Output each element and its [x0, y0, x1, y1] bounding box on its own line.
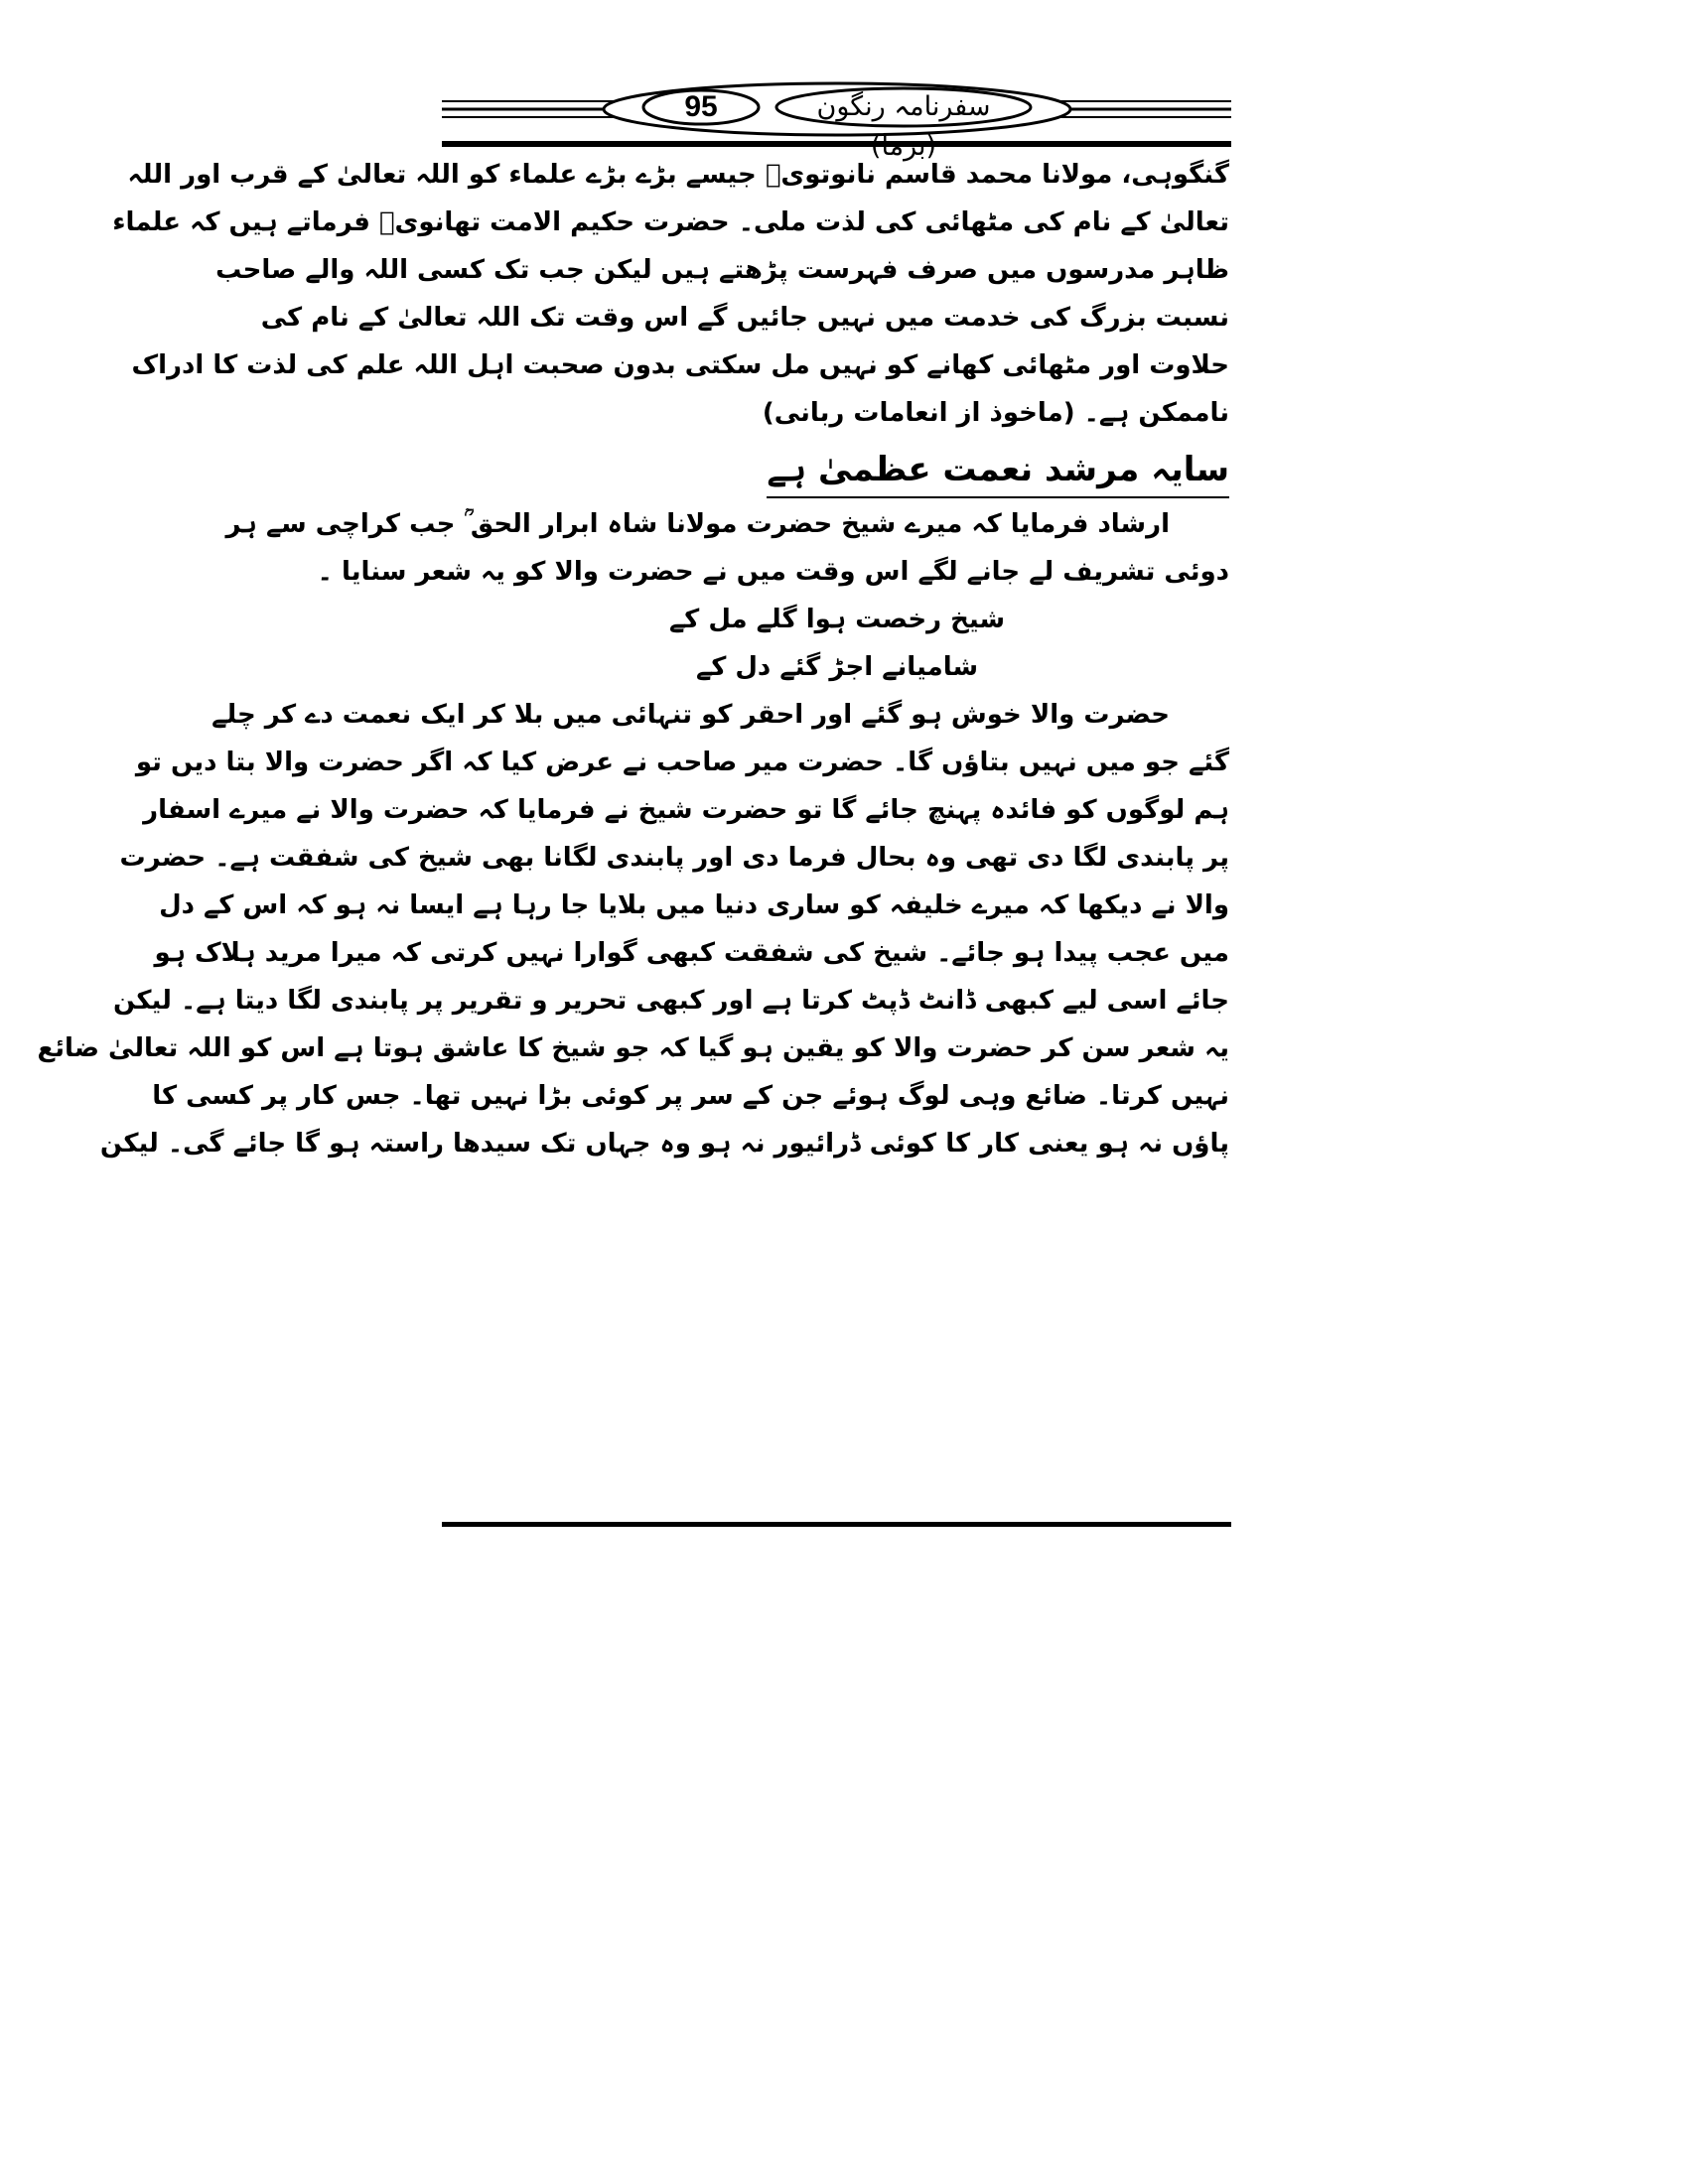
text-line: گئے جو میں نہیں بتاؤں گا۔ حضرت میر صاحب نے عرض کیا کہ اگر حضرت والا بتا دیں تو	[135, 748, 1229, 777]
text-line: ارشاد فرمایا کہ میرے شیخ حضرت مولانا شاہ ابرار الحق ؒ جب کراچی سے ہر	[225, 509, 1170, 539]
text-line: میں عجب پیدا ہو جائے۔ شیخ کی شفقت کبھی گوارا نہیں کرتی کہ میرا مرید ہلاک ہو	[154, 938, 1229, 968]
text-line: ہم لوگوں کو فائدہ پہنچ جائے گا تو حضرت شیخ نے فرمایا کہ حضرت والا نے میرے اسفار	[143, 795, 1229, 825]
text-line: نسبت بزرگ کی خدمت میں نہیں جائیں گے اس وقت تک اللہ تعالیٰ کے نام کی	[260, 303, 1229, 333]
text-line: پاؤں نہ ہو یعنی کار کا کوئی ڈرائیور نہ ہو وہ جہاں تک سیدھا راستہ ہو گا جائے گی۔ لیکن	[99, 1129, 1229, 1159]
running-title: سفرنامہ رنگون	[816, 91, 991, 122]
text-line: والا نے دیکھا کہ میرے خلیفہ کو ساری دنیا میں بلایا جا رہا ہے ایسا نہ ہو کہ اس کے دل	[159, 890, 1229, 920]
text-line: جائے اسی لیے کبھی ڈانٹ ڈپٹ کرتا ہے اور کبھی تحریر و تقریر پر پابندی لگا دیتا ہے۔ لیکن	[113, 986, 1229, 1016]
body-text	[37, 151, 1229, 1167]
text-line: دوئی تشریف لے جانے لگے اس وقت میں نے حضرت والا کو یہ شعر سنایا ۔	[317, 557, 1229, 587]
header-rule	[442, 141, 1231, 147]
page-number: 95	[684, 90, 718, 123]
paragraph	[37, 691, 1229, 1167]
page-header	[442, 79, 1231, 149]
section-heading-text: سایہ مرشد نعمت عظمیٰ ہے	[767, 447, 1229, 498]
text-line: ناممکن ہے۔ (ماخوذ از انعامات ربانی)	[762, 398, 1229, 428]
text-line: یہ شعر سن کر حضرت والا کو یقین ہو گیا کہ جو شیخ کا عاشق ہوتا ہے اس کو اللہ تعالیٰ ضائع	[37, 1033, 1229, 1063]
text-line: تعالیٰ کے نام کی مٹھائی کی لذت ملی۔ حضرت حکیم الامت تھانویؒ فرماتے ہیں کہ علماء	[112, 207, 1229, 237]
section-heading	[445, 439, 1229, 500]
verse-line: شامیانے اجڑ گئے دل کے	[695, 652, 979, 682]
paragraph	[225, 500, 1229, 596]
text-line: نہیں کرتا۔ ضائع وہی لوگ ہوئے جن کے سر پر کوئی بڑا نہیں تھا۔ جس کار پر کسی کا	[152, 1081, 1229, 1111]
verse-line: شیخ رخصت ہوا گلے مل کے	[668, 605, 1006, 634]
verse	[445, 596, 1229, 691]
text-line: حلاوت اور مٹھائی کھانے کو نہیں مل سکتی بدون صحبت اہل اللہ علم کی لذت کا ادراک	[131, 350, 1229, 380]
text-line: حضرت والا خوش ہو گئے اور احقر کو تنہائی میں بلا کر ایک نعمت دے کر چلے	[211, 700, 1170, 730]
text-line: گنگوہی، مولانا محمد قاسم نانوتویؒ جیسے بڑے بڑے علماء کو اللہ تعالیٰ کے قرب اور اللہ	[127, 160, 1229, 190]
paragraph	[112, 151, 1229, 437]
footer-rule	[442, 1522, 1231, 1527]
text-line: ظاہر مدرسوں میں صرف فہرست پڑھتے ہیں لیکن جب تک کسی اللہ والے صاحب	[215, 255, 1229, 285]
text-line: پر پابندی لگا دی تھی وہ بحال فرما دی اور پابندی لگانا بھی شیخ کی شفقت ہے۔ حضرت	[119, 843, 1229, 873]
